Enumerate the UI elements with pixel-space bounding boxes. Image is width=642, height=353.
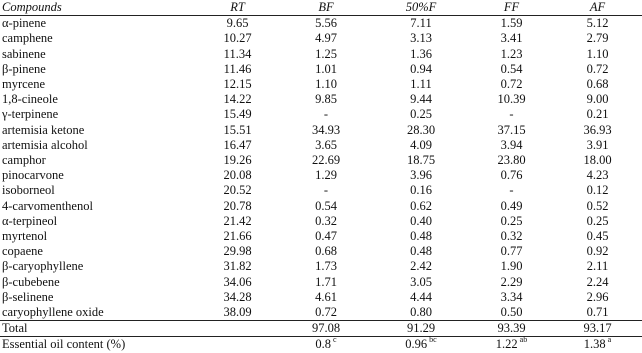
oil-letter-50f: bc xyxy=(429,335,437,345)
table-row xyxy=(0,16,642,32)
oil-value-50f: 0.96 xyxy=(405,337,428,352)
compound-name-cell: artemisia ketone xyxy=(2,122,85,137)
compound-name-cell: caryophyllene oxide xyxy=(2,305,104,320)
compound-name-cell: β-selinene xyxy=(2,289,54,304)
cell-bf: 0.32 xyxy=(315,213,337,228)
oil-content-ff xyxy=(470,337,553,353)
cell-rt: 34.28 xyxy=(223,289,252,304)
cell-50f: 4.09 xyxy=(410,137,432,152)
cell-bf: 1.29 xyxy=(315,168,337,183)
total-50f: 91.29 xyxy=(372,321,470,337)
cell-50f: 4.44 xyxy=(410,289,432,304)
cell-af: 2.96 xyxy=(586,289,609,304)
compound-name-cell: copaene xyxy=(2,244,43,259)
cell-bf: 3.65 xyxy=(315,137,337,152)
cell-50f: 1.11 xyxy=(410,77,432,92)
table-row xyxy=(0,199,642,214)
cell-rt: 38.09 xyxy=(223,305,252,320)
compound-name-cell: β-caryophyllene xyxy=(2,259,84,274)
cell-rt: 34.06 xyxy=(223,274,252,289)
cell-50f: 3.05 xyxy=(410,274,432,289)
cell-50f: 3.96 xyxy=(410,168,432,183)
cell-bf: 22.69 xyxy=(311,153,341,168)
total-bf: 97.08 xyxy=(280,321,372,337)
compound-name-cell: sabinene xyxy=(2,46,46,61)
cell-af: 0.12 xyxy=(586,183,609,198)
cell-af: 5.12 xyxy=(586,16,609,31)
cell-ff: 0.32 xyxy=(500,229,523,244)
cell-50f: 3.13 xyxy=(410,31,432,46)
compound-name-cell: isoborneol xyxy=(2,183,55,198)
cell-bf: 1.10 xyxy=(315,77,337,92)
cell-50f: 7.11 xyxy=(410,16,432,31)
table-row xyxy=(0,214,642,229)
cell-af: 0.92 xyxy=(586,244,609,259)
cell-bf: - xyxy=(323,107,329,122)
cell-bf: 1.73 xyxy=(315,259,337,274)
cell-50f: 0.25 xyxy=(410,107,432,122)
compound-name-cell: pinocarvone xyxy=(2,168,64,183)
cell-af: 0.45 xyxy=(586,229,609,244)
cell-bf: 5.56 xyxy=(315,16,337,31)
cell-50f: 9.44 xyxy=(410,92,432,107)
table-row xyxy=(0,290,642,305)
cell-ff: 0.25 xyxy=(500,213,523,228)
cell-rt: 21.66 xyxy=(223,229,252,244)
cell-ff: 0.72 xyxy=(500,77,523,92)
cell-ff: 3.34 xyxy=(500,289,523,304)
cell-bf: 4.61 xyxy=(315,289,337,304)
cell-50f: 2.42 xyxy=(410,259,432,274)
cell-rt: 14.22 xyxy=(223,92,252,107)
cell-rt: 31.82 xyxy=(223,259,252,274)
cell-rt: 10.27 xyxy=(223,31,252,46)
cell-bf: 9.85 xyxy=(315,92,337,107)
cell-bf: 34.93 xyxy=(311,122,341,137)
cell-rt: 19.26 xyxy=(223,153,252,168)
cell-af: 2.24 xyxy=(586,274,609,289)
cell-rt: 20.52 xyxy=(223,183,252,198)
cell-bf: 1.25 xyxy=(315,46,337,61)
cell-50f: 1.36 xyxy=(410,46,432,61)
cell-bf: 0.54 xyxy=(315,198,337,213)
oil-content-af xyxy=(553,337,642,353)
cell-af: 4.23 xyxy=(586,168,609,183)
total-ff: 93.39 xyxy=(470,321,553,337)
compound-name-cell: 4-carvomenthenol xyxy=(2,198,93,213)
table-row xyxy=(0,168,642,183)
table-row xyxy=(0,107,642,122)
oil-value-bf: 0.8 xyxy=(315,337,332,352)
cell-af: 18.00 xyxy=(583,153,612,168)
cell-ff: 1.59 xyxy=(500,16,523,31)
compound-name-cell: α-pinene xyxy=(2,16,47,31)
cell-bf: 1.01 xyxy=(315,61,337,76)
oil-value-af: 1.38 xyxy=(583,337,606,352)
cell-bf: 0.68 xyxy=(315,244,337,259)
header-rt: RT xyxy=(195,0,280,16)
oil-letter-ff: ab xyxy=(519,335,528,345)
cell-af: 0.21 xyxy=(586,107,609,122)
cell-af: 0.25 xyxy=(586,213,609,228)
table-row xyxy=(0,275,642,290)
cell-50f: 18.75 xyxy=(406,153,436,168)
cell-af: 36.93 xyxy=(583,122,612,137)
total-af: 93.17 xyxy=(553,321,642,337)
header-ff: FF xyxy=(470,0,553,16)
cell-bf: - xyxy=(323,183,329,198)
oil-letter-bf: c xyxy=(333,335,337,345)
cell-ff: 10.39 xyxy=(497,92,526,107)
cell-ff: 3.41 xyxy=(500,31,523,46)
cell-ff: 3.94 xyxy=(500,137,523,152)
cell-50f: 0.62 xyxy=(410,198,432,213)
table-row xyxy=(0,305,642,321)
cell-ff: 0.76 xyxy=(500,168,523,183)
cell-bf: 0.47 xyxy=(315,229,337,244)
cell-50f: 0.48 xyxy=(410,229,432,244)
table-row xyxy=(0,244,642,259)
compound-name-cell: camphor xyxy=(2,153,46,168)
header-compounds: Compounds xyxy=(0,0,195,16)
compound-name-cell: α-terpineol xyxy=(2,213,58,228)
cell-50f: 0.40 xyxy=(410,213,432,228)
cell-rt: 12.15 xyxy=(223,77,252,92)
cell-50f: 28.30 xyxy=(406,122,436,137)
header-bf: BF xyxy=(280,0,372,16)
table-row xyxy=(0,31,642,46)
table-row xyxy=(0,138,642,153)
cell-ff: - xyxy=(509,183,514,198)
cell-ff: 2.29 xyxy=(500,274,523,289)
table-row xyxy=(0,62,642,77)
cell-rt: 11.46 xyxy=(223,61,252,76)
cell-rt: 29.98 xyxy=(223,244,252,259)
cell-af: 0.68 xyxy=(586,77,609,92)
cell-rt: 15.49 xyxy=(223,107,252,122)
cell-af: 3.91 xyxy=(586,137,609,152)
compound-name-cell: β-pinene xyxy=(2,61,46,76)
cell-ff: 0.54 xyxy=(500,61,523,76)
header-50f: 50%F xyxy=(372,0,470,16)
table-row xyxy=(0,92,642,107)
total-rt xyxy=(195,321,280,337)
header-row xyxy=(0,0,642,16)
cell-af: 0.52 xyxy=(586,198,609,213)
cell-ff: 23.80 xyxy=(497,153,526,168)
cell-af: 2.11 xyxy=(586,259,609,274)
cell-ff: 0.50 xyxy=(500,305,523,320)
oil-content-row xyxy=(0,337,642,353)
cell-bf: 0.72 xyxy=(315,305,337,320)
cell-50f: 0.80 xyxy=(410,305,432,320)
cell-ff: 0.77 xyxy=(500,244,523,259)
compound-name-cell: 1,8-cineole xyxy=(2,92,58,107)
oil-content-label: Essential oil content (%) xyxy=(2,337,126,352)
oil-content-bf xyxy=(280,337,372,353)
compound-name-cell: camphene xyxy=(2,31,53,46)
header-af: AF xyxy=(553,0,642,16)
table-row xyxy=(0,259,642,274)
oil-value-ff: 1.22 xyxy=(495,337,518,352)
table-row xyxy=(0,153,642,168)
oil-content-rt xyxy=(195,337,280,353)
cell-af: 9.00 xyxy=(586,92,609,107)
cell-rt: 16.47 xyxy=(223,137,252,152)
cell-ff: 0.49 xyxy=(500,198,523,213)
compound-name-cell: artemisia alcohol xyxy=(2,137,88,152)
cell-bf: 1.71 xyxy=(315,274,337,289)
cell-rt: 15.51 xyxy=(223,122,252,137)
cell-af: 0.71 xyxy=(586,305,609,320)
cell-rt: 20.08 xyxy=(223,168,252,183)
cell-ff: 1.90 xyxy=(500,259,523,274)
compound-name-cell: myrcene xyxy=(2,77,46,92)
table-row xyxy=(0,229,642,244)
oil-content-50f xyxy=(372,337,470,353)
cell-ff: - xyxy=(509,107,514,122)
total-row xyxy=(0,321,642,337)
cell-50f: 0.16 xyxy=(410,183,432,198)
cell-rt: 21.42 xyxy=(223,213,252,228)
compound-name-cell: β-cubebene xyxy=(2,274,60,289)
cell-50f: 0.48 xyxy=(410,244,432,259)
total-label: Total xyxy=(0,321,195,337)
compound-name-cell: myrtenol xyxy=(2,229,48,244)
table-row xyxy=(0,47,642,62)
cell-50f: 0.94 xyxy=(410,61,432,76)
cell-af: 1.10 xyxy=(586,46,609,61)
cell-ff: 1.23 xyxy=(500,46,523,61)
cell-rt: 20.78 xyxy=(223,198,252,213)
compound-name-cell: γ-terpinene xyxy=(2,107,59,122)
table-row xyxy=(0,77,642,92)
table-row xyxy=(0,123,642,138)
oil-letter-af: a xyxy=(607,335,612,345)
cell-af: 0.72 xyxy=(586,61,609,76)
cell-rt: 9.65 xyxy=(226,16,249,31)
cell-rt: 11.34 xyxy=(223,46,252,61)
cell-ff: 37.15 xyxy=(497,122,526,137)
table-row xyxy=(0,183,642,198)
cell-af: 2.79 xyxy=(586,31,609,46)
cell-bf: 4.97 xyxy=(315,31,337,46)
